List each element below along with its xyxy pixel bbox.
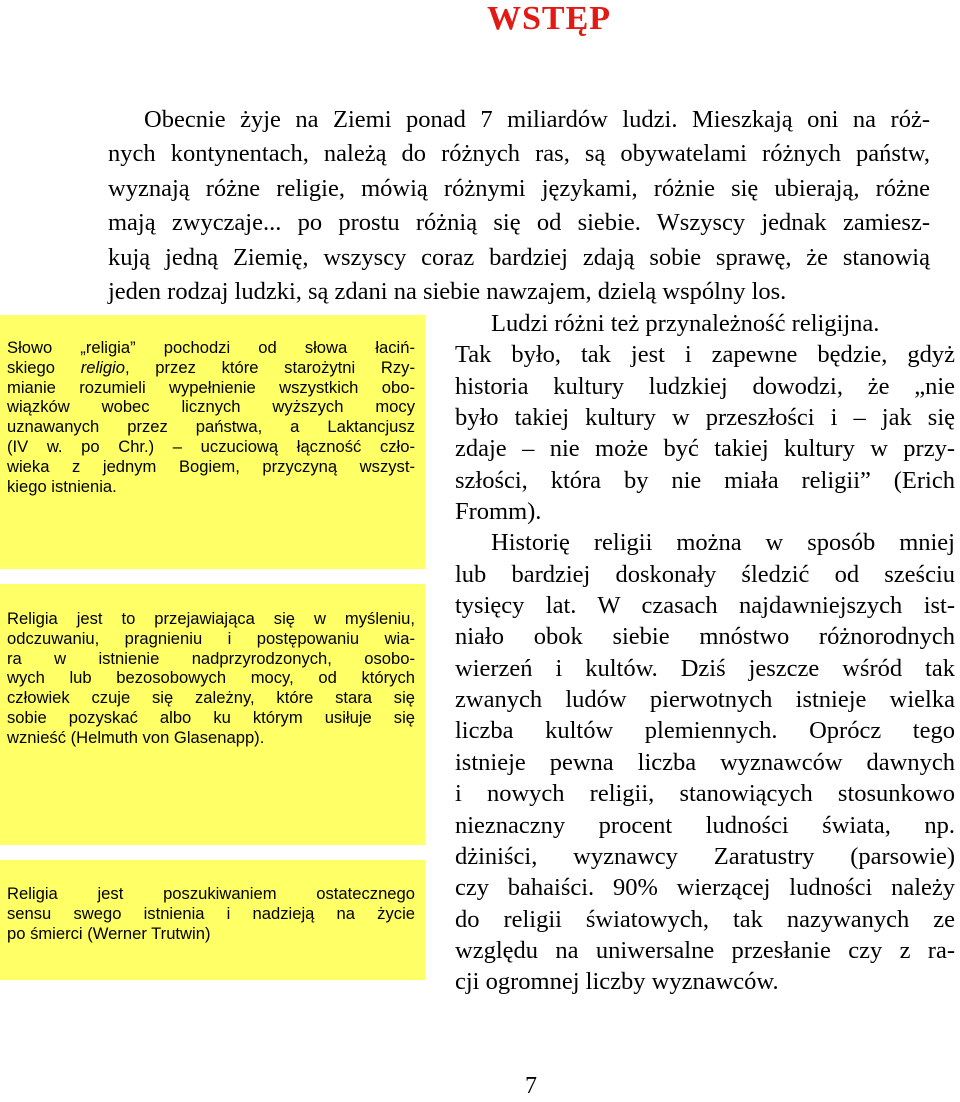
intro-line: wyznają różne religie, mówią różnymi językami, różnie się ubierają, różne [108,174,930,202]
latin-term: religio [80,357,125,377]
box-line: ra w istnienie nadprzyrodzonych, osobo- [7,648,415,668]
intro-line: Obecnie żyje na Ziemi ponad 7 miliardów ludzi. Mieszkają oni na róż- [144,106,930,133]
intro-line: jeden rodzaj ludzki, są zdani na siebie nawzajem, dzielą wspólny los. [108,278,787,306]
body-line: zdaje – nie może być takiej kultury w przy- [455,435,955,463]
main-text-column [455,308,955,998]
body-line: liczba kultów plemiennych. Oprócz tego [455,717,955,745]
body-line: czy bahaiści. 90% wierzącej ludności należy [455,874,955,902]
body-line: dżiniści, wyznawcy Zaratustry (parsowie) [455,842,955,870]
intro-paragraph [108,103,930,309]
body-line: lub bardziej doskonały śledzić od sześciu [455,560,955,588]
box-line: wznieść (Helmuth von Glasenapp). [7,727,265,747]
body-line: Tak było, tak jest i zapewne będzie, gdyż [455,341,955,369]
sidebar-box-glasenapp-quote [0,584,425,845]
box-line: sobie pozyskać albo ku którym usiłuje się [7,707,415,727]
sidebar-box-trutwin-quote [0,860,425,980]
box-line: wiązków wobec licznych wyższych mocy [7,397,415,417]
body-line: było takiej kultury w przeszłości i – jak się [455,404,955,432]
body-line: względu na uniwersalne przesłanie czy z ra- [455,936,955,964]
box-line: człowiek czuje się zależny, które stara się [7,688,415,708]
body-line: tysięcy lat. W czasach najdawniejszych ist- [455,592,955,620]
body-line: istnieje pewna liczba wyznawców dawnych [455,748,955,776]
box-line: kiego istnienia. [7,476,117,496]
box-line: po śmierci (Werner Trutwin) [7,923,211,943]
body-line: cji ogromnej liczby wyznawców. [455,968,779,996]
sidebar-box-etymology [0,315,425,569]
box-line: wieka z jednym Bogiem, przyczyną wszyst- [7,456,415,476]
box-line: Religia jest poszukiwaniem ostatecznego [7,884,415,903]
box-line: wych lub bezosobowych mocy, od których [7,668,415,688]
intro-line: mają zwyczaje... po prostu różnią się od siebie. Wszyscy jednak zamiesz- [108,209,930,237]
box-line: (IV w. po Chr.) – uczuciową łączność czło- [7,436,415,456]
intro-line: kują jedną Ziemię, wszyscy coraz bardziej zdają sobie sprawę, że stanowią [108,243,930,271]
page-number: 7 [525,1073,537,1099]
body-line: nieznaczny procent ludności świata, np. [455,811,955,839]
body-line: i nowych religii, stanowiących stosunkowo [455,780,955,808]
box-line: skiego religio, przez które starożytni Rzy- [7,357,415,377]
body-line: Historię religii można w sposób mniej [491,529,955,557]
box-line: odczuwaniu, pragnieniu i postępowaniu wia- [7,628,415,648]
body-line: Ludzi różni też przynależność religijna. [491,310,880,337]
body-line: historia kultury ludzkiej dowodzi, że „nie [455,372,955,400]
box-line: uznawanych przez państwa, a Laktancjusz [7,417,415,437]
body-line: niało obok siebie mnóstwo różnorodnych [455,623,955,651]
box-line: sensu swego istnienia i nadzieją na życie [7,903,415,923]
body-line: zwanych ludów pierwotnych istnieje wielka [455,686,955,714]
box-line: Religia jest to przejawiająca się w myśleniu, [7,609,415,628]
body-line: szłości, która by nie miała religii” (Erich [455,466,955,494]
body-line: do religii światowych, tak nazywanych ze [455,905,955,933]
intro-line: nych kontynentach, należą do różnych ras, są obywatelami różnych państw, [108,140,930,168]
body-line: Fromm). [455,498,542,526]
body-line: wierzeń i kultów. Dziś jeszcze wśród tak [455,654,955,682]
page-title: WSTĘP [487,0,612,37]
box-line: mianie rozumieli wypełnienie wszystkich obo- [7,377,415,397]
box-line: Słowo „religia” pochodzi od słowa łaciń- [7,338,415,357]
